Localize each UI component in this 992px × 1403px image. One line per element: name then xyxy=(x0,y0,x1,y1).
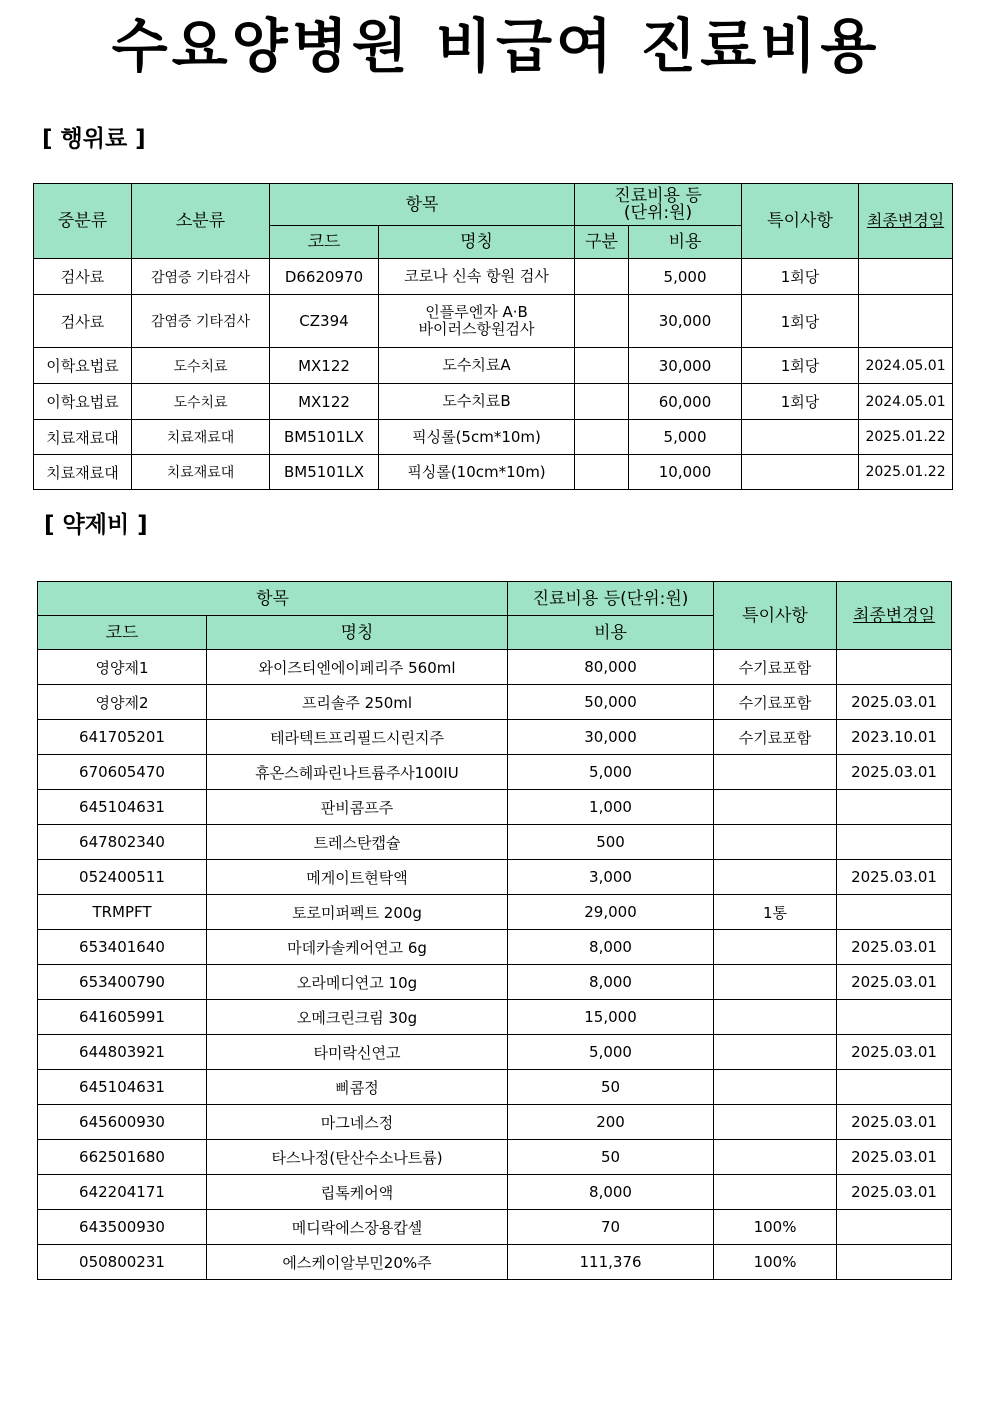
last-changed-cell: 2025.01.22 xyxy=(859,455,953,490)
mid-category-cell: 이학요법료 xyxy=(34,384,132,420)
division-cell xyxy=(575,420,629,455)
code-cell: 영양제1 xyxy=(38,650,207,685)
table-row xyxy=(38,930,952,965)
name-cell: 타스나정(탄산수소나트륨) xyxy=(207,1140,508,1175)
table-row xyxy=(38,895,952,930)
mid-category-cell: 치료재료대 xyxy=(34,420,132,455)
name-cell: 마데카솔케어연고 6g xyxy=(207,930,508,965)
code-cell: 647802340 xyxy=(38,825,207,860)
last-changed-cell: 2025.03.01 xyxy=(837,685,952,720)
fee-cell: 15,000 xyxy=(508,1000,714,1035)
fee-cell: 50 xyxy=(508,1070,714,1105)
fee-cell: 10,000 xyxy=(629,455,742,490)
fee-cell: 50,000 xyxy=(508,685,714,720)
mid-category-cell: 검사료 xyxy=(34,295,132,348)
fee-cell: 8,000 xyxy=(508,930,714,965)
code-cell: 643500930 xyxy=(38,1210,207,1245)
table-row xyxy=(34,295,953,348)
code-cell: BM5101LX xyxy=(270,420,379,455)
name-cell: 프리솔주 250ml xyxy=(207,685,508,720)
header-item: 항목 xyxy=(270,184,575,226)
last-changed-cell xyxy=(837,1000,952,1035)
fee-cell: 29,000 xyxy=(508,895,714,930)
header-fee-group: 진료비용 등 (단위:원) xyxy=(575,184,742,226)
last-changed-cell: 2023.10.01 xyxy=(837,720,952,755)
table-row xyxy=(38,860,952,895)
note-cell: 수기료포함 xyxy=(714,650,837,685)
code-cell: 642204171 xyxy=(38,1175,207,1210)
sub-category-cell: 감염증 기타검사 xyxy=(132,295,270,348)
table-row xyxy=(38,1000,952,1035)
fee-cell: 30,000 xyxy=(629,348,742,384)
header-name: 명칭 xyxy=(207,616,508,650)
last-changed-cell: 2025.03.01 xyxy=(837,1175,952,1210)
table-row xyxy=(38,1140,952,1175)
name-cell: 휴온스헤파린나트륨주사100IU xyxy=(207,755,508,790)
code-cell: 050800231 xyxy=(38,1245,207,1280)
table-row xyxy=(38,650,952,685)
last-changed-cell: 2025.03.01 xyxy=(837,1105,952,1140)
note-cell xyxy=(714,860,837,895)
last-changed-cell: 2025.03.01 xyxy=(837,965,952,1000)
last-changed-cell xyxy=(837,1210,952,1245)
note-cell xyxy=(714,1105,837,1140)
fee-cell: 200 xyxy=(508,1105,714,1140)
fee-cell: 50 xyxy=(508,1140,714,1175)
code-cell: 662501680 xyxy=(38,1140,207,1175)
mid-category-cell: 이학요법료 xyxy=(34,348,132,384)
code-cell: D6620970 xyxy=(270,259,379,295)
code-cell: TRMPFT xyxy=(38,895,207,930)
table-row xyxy=(38,685,952,720)
table-row xyxy=(34,259,953,295)
procedure-fee-table xyxy=(33,183,953,490)
table-row xyxy=(34,420,953,455)
name-cell: 마그네스정 xyxy=(207,1105,508,1140)
name-cell: 인플루엔자 A·B 바이러스항원검사 xyxy=(379,295,575,348)
code-cell: 670605470 xyxy=(38,755,207,790)
division-cell xyxy=(575,384,629,420)
fee-cell: 70 xyxy=(508,1210,714,1245)
header-code: 코드 xyxy=(38,616,207,650)
code-cell: 645104631 xyxy=(38,1070,207,1105)
note-cell: 수기료포함 xyxy=(714,720,837,755)
fee-cell: 1,000 xyxy=(508,790,714,825)
fee-cell: 80,000 xyxy=(508,650,714,685)
note-cell xyxy=(714,930,837,965)
header-last-changed: 최종변경일 xyxy=(837,582,952,650)
name-cell: 코로나 신속 항원 검사 xyxy=(379,259,575,295)
sub-category-cell: 감염증 기타검사 xyxy=(132,259,270,295)
header-code: 코드 xyxy=(270,226,379,259)
table-row xyxy=(38,790,952,825)
code-cell: 641705201 xyxy=(38,720,207,755)
table-row xyxy=(34,455,953,490)
fee-cell: 30,000 xyxy=(508,720,714,755)
code-cell: 641605991 xyxy=(38,1000,207,1035)
page-title: 수요양병원 비급여 진료비용 xyxy=(111,12,881,80)
code-cell: 052400511 xyxy=(38,860,207,895)
mid-category-cell: 치료재료대 xyxy=(34,455,132,490)
sub-category-cell: 도수치료 xyxy=(132,384,270,420)
table-row xyxy=(38,1035,952,1070)
mid-category-cell: 검사료 xyxy=(34,259,132,295)
note-cell xyxy=(714,790,837,825)
header-name: 명칭 xyxy=(379,226,575,259)
last-changed-cell xyxy=(859,295,953,348)
note-cell: 1회당 xyxy=(742,348,859,384)
note-cell xyxy=(714,1070,837,1105)
name-cell: 테라텍트프리필드시린지주 xyxy=(207,720,508,755)
note-cell: 100% xyxy=(714,1210,837,1245)
note-cell xyxy=(714,1140,837,1175)
table-row xyxy=(38,965,952,1000)
table-row xyxy=(38,1175,952,1210)
name-cell: 메게이트현탁액 xyxy=(207,860,508,895)
last-changed-cell xyxy=(837,1245,952,1280)
code-cell: 653400790 xyxy=(38,965,207,1000)
name-cell: 판비콤프주 xyxy=(207,790,508,825)
last-changed-cell: 2025.03.01 xyxy=(837,755,952,790)
table-row xyxy=(38,755,952,790)
sub-category-cell: 치료재료대 xyxy=(132,455,270,490)
name-cell: 도수치료A xyxy=(379,348,575,384)
name-cell: 오라메디연고 10g xyxy=(207,965,508,1000)
table-row xyxy=(38,825,952,860)
last-changed-cell: 2025.03.01 xyxy=(837,930,952,965)
note-cell xyxy=(714,825,837,860)
fee-cell: 5,000 xyxy=(629,420,742,455)
last-changed-cell: 2025.03.01 xyxy=(837,860,952,895)
name-cell: 도수치료B xyxy=(379,384,575,420)
division-cell xyxy=(575,348,629,384)
code-cell: 영양제2 xyxy=(38,685,207,720)
drug-fee-table xyxy=(37,581,952,1280)
last-changed-cell xyxy=(859,259,953,295)
name-cell: 토로미퍼펙트 200g xyxy=(207,895,508,930)
name-cell: 메디락에스장용캅셀 xyxy=(207,1210,508,1245)
name-cell: 삐콤정 xyxy=(207,1070,508,1105)
code-cell: 645600930 xyxy=(38,1105,207,1140)
table-row xyxy=(38,720,952,755)
last-changed-cell xyxy=(837,895,952,930)
fee-cell: 3,000 xyxy=(508,860,714,895)
note-cell xyxy=(742,455,859,490)
fee-cell: 8,000 xyxy=(508,1175,714,1210)
name-cell: 타미락신연고 xyxy=(207,1035,508,1070)
note-cell xyxy=(714,1175,837,1210)
code-cell: CZ394 xyxy=(270,295,379,348)
last-changed-cell: 2025.03.01 xyxy=(837,1035,952,1070)
header-fee: 비용 xyxy=(508,616,714,650)
section-label-procedure-fees: [ 행위료 ] xyxy=(42,126,146,152)
name-cell: 립톡케어액 xyxy=(207,1175,508,1210)
note-cell xyxy=(714,1035,837,1070)
code-cell: 644803921 xyxy=(38,1035,207,1070)
code-cell: MX122 xyxy=(270,384,379,420)
header-note: 특이사항 xyxy=(742,184,859,259)
section-label-drug-fees: [ 약제비 ] xyxy=(44,512,148,538)
header-note: 특이사항 xyxy=(714,582,837,650)
name-cell: 트레스탄캡슐 xyxy=(207,825,508,860)
division-cell xyxy=(575,259,629,295)
last-changed-cell xyxy=(837,790,952,825)
sub-category-cell: 도수치료 xyxy=(132,348,270,384)
last-changed-cell xyxy=(837,650,952,685)
header-last-changed: 최종변경일 xyxy=(859,184,953,259)
table-row xyxy=(38,1210,952,1245)
code-cell: 645104631 xyxy=(38,790,207,825)
note-cell: 100% xyxy=(714,1245,837,1280)
note-cell: 1회당 xyxy=(742,295,859,348)
name-cell: 픽싱롤(5cm*10m) xyxy=(379,420,575,455)
fee-cell: 5,000 xyxy=(508,1035,714,1070)
fee-cell: 500 xyxy=(508,825,714,860)
note-cell xyxy=(742,420,859,455)
header-division: 구분 xyxy=(575,226,629,259)
division-cell xyxy=(575,295,629,348)
table-row xyxy=(34,348,953,384)
table-row xyxy=(38,1245,952,1280)
header-fee: 비용 xyxy=(629,226,742,259)
header-fee-group: 진료비용 등(단위:원) xyxy=(508,582,714,616)
table-row xyxy=(38,1070,952,1105)
fee-cell: 8,000 xyxy=(508,965,714,1000)
header-item: 항목 xyxy=(38,582,508,616)
fee-cell: 5,000 xyxy=(629,259,742,295)
fee-cell: 30,000 xyxy=(629,295,742,348)
last-changed-cell: 2025.01.22 xyxy=(859,420,953,455)
note-cell: 1통 xyxy=(714,895,837,930)
code-cell: BM5101LX xyxy=(270,455,379,490)
fee-cell: 60,000 xyxy=(629,384,742,420)
code-cell: 653401640 xyxy=(38,930,207,965)
last-changed-cell: 2024.05.01 xyxy=(859,348,953,384)
table-row xyxy=(34,384,953,420)
division-cell xyxy=(575,455,629,490)
name-cell: 픽싱롤(10cm*10m) xyxy=(379,455,575,490)
note-cell xyxy=(714,755,837,790)
last-changed-cell: 2025.03.01 xyxy=(837,1140,952,1175)
note-cell: 1회당 xyxy=(742,259,859,295)
note-cell xyxy=(714,1000,837,1035)
note-cell xyxy=(714,965,837,1000)
sub-category-cell: 치료재료대 xyxy=(132,420,270,455)
fee-cell: 111,376 xyxy=(508,1245,714,1280)
note-cell: 1회당 xyxy=(742,384,859,420)
table-row xyxy=(38,1105,952,1140)
last-changed-cell: 2024.05.01 xyxy=(859,384,953,420)
fee-cell: 5,000 xyxy=(508,755,714,790)
code-cell: MX122 xyxy=(270,348,379,384)
note-cell: 수기료포함 xyxy=(714,685,837,720)
last-changed-cell xyxy=(837,1070,952,1105)
name-cell: 에스케이알부민20%주 xyxy=(207,1245,508,1280)
name-cell: 와이즈티엔에이페리주 560ml xyxy=(207,650,508,685)
last-changed-cell xyxy=(837,825,952,860)
name-cell: 오메크린크림 30g xyxy=(207,1000,508,1035)
header-sub-category: 소분류 xyxy=(132,184,270,259)
header-mid-category: 중분류 xyxy=(34,184,132,259)
